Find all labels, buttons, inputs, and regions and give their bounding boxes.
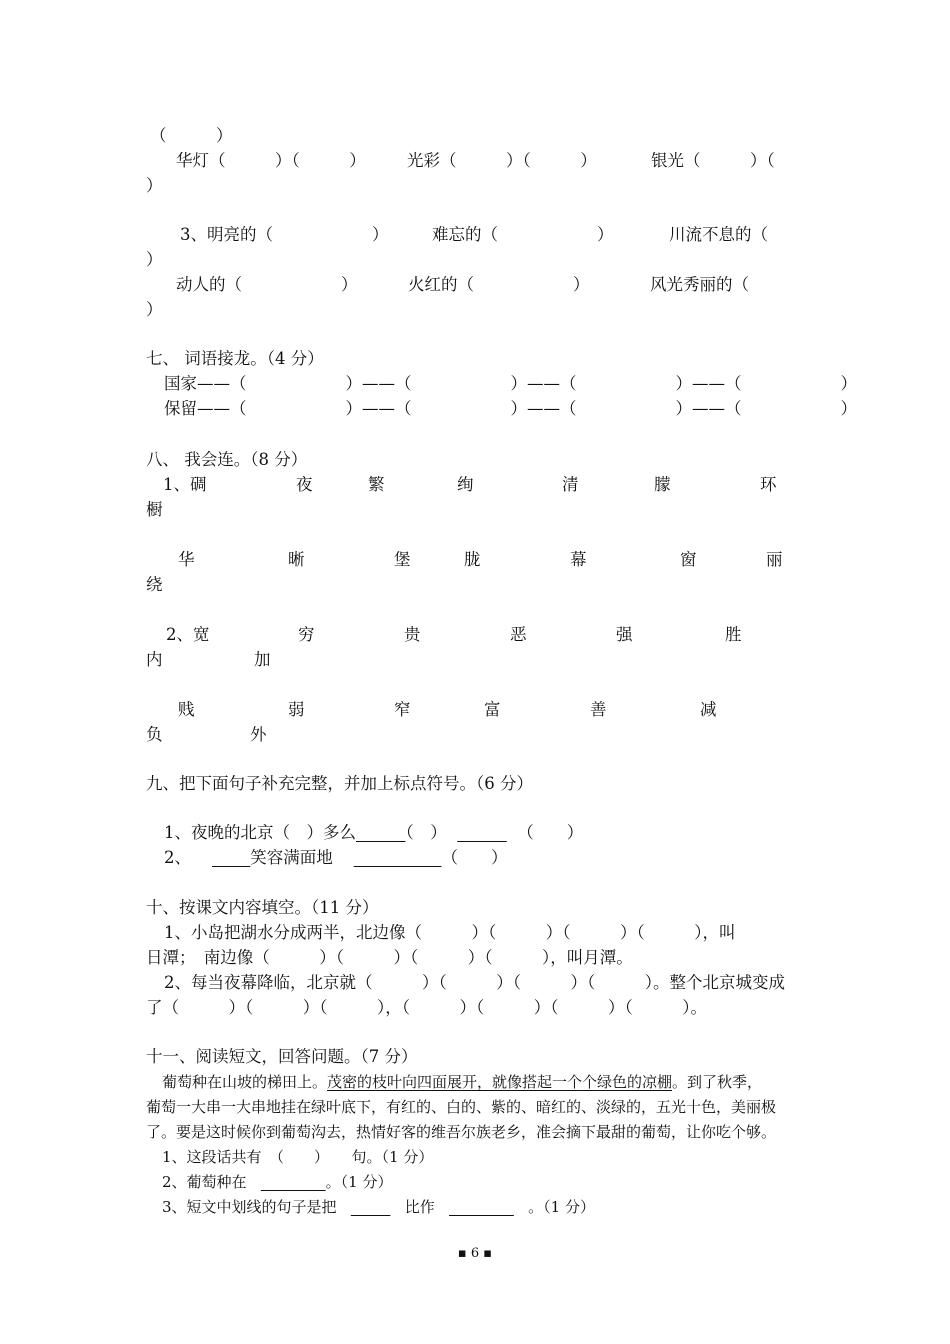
s8r1-item-5: 朦 xyxy=(654,475,671,494)
s8r4-item-1: 弱 xyxy=(288,700,305,719)
s8r2-item-6: 丽 xyxy=(766,550,783,569)
s11-q3-end: 。（1 分） xyxy=(528,1198,595,1216)
s8r1-item-1: 夜 xyxy=(296,475,313,494)
section-9-heading: 九、把下面句子补充完整，并加上标点符号。（6 分） xyxy=(146,774,533,793)
s8r4-item-3: 富 xyxy=(484,700,501,719)
s8r2-item-1: 晰 xyxy=(288,550,305,569)
s11-q1: 1、这段话共有 （ ） 句。（1 分） xyxy=(162,1148,434,1166)
s8r3-item-3: 恶 xyxy=(510,625,527,644)
s6l5-item-0: 动人的（ ） xyxy=(176,275,358,294)
s10-line3: 2、每当夜幕降临，北京就（ ）（ ）（ ）（ ）。整个北京城变成 xyxy=(164,973,785,992)
s7-row1: 国家——（ ）——（ ）——（ ）——（ ） xyxy=(164,374,857,393)
s8r1-item-0: 1、碉 xyxy=(163,475,207,494)
page-number: ▪ 6 ▪ xyxy=(457,1246,493,1261)
s11-q3-blank2 xyxy=(449,1198,514,1216)
s8r4b-item-1: 外 xyxy=(250,725,267,744)
s7-row2: 保留——（ ）——（ ）——（ ）——（ ） xyxy=(164,399,857,418)
s6l3-item-0: 3、明亮的（ ） xyxy=(180,225,389,244)
s11-q3 xyxy=(162,1196,595,1218)
s8r2-item-2: 堡 xyxy=(394,550,411,569)
s9-q1-blank1 xyxy=(356,823,406,842)
s8r4-item-0: 贱 xyxy=(178,700,195,719)
s11-underlined-sentence: 茂密的枝叶向四面展开，就像搭起一个个绿色的凉棚 xyxy=(327,1073,673,1091)
s6-line2: ） xyxy=(146,176,163,195)
s8r1-item-4: 清 xyxy=(562,475,579,494)
s8r4-item-5: 减 xyxy=(700,700,717,719)
s8r3b-item-1: 加 xyxy=(254,650,271,669)
s8r3b-item-0: 内 xyxy=(146,650,163,669)
s8r2-item-5: 窗 xyxy=(680,550,697,569)
s9-q2-blank2 xyxy=(354,848,442,867)
section-11-heading: 十一、阅读短文，回答问题。（7 分） xyxy=(146,1047,418,1066)
section-7-heading: 七、 词语接龙。（4 分） xyxy=(146,349,324,368)
s11-q3-blank1 xyxy=(351,1198,391,1216)
s8r1-item-6: 环 xyxy=(760,475,777,494)
s8r2-item-4: 幕 xyxy=(570,550,587,569)
s6l5-item-2: 风光秀丽的（ xyxy=(650,275,749,294)
s9-q1-blank2 xyxy=(457,823,507,842)
s8r4-item-4: 善 xyxy=(590,700,607,719)
s8r4b-item-0: 负 xyxy=(146,725,163,744)
s11-passage-line1 xyxy=(162,1071,762,1093)
s6l1-item-0: 华灯（ ）（ ） xyxy=(176,151,366,170)
s11-passage-line2: 葡萄一大串一大串地挂在绿叶底下，有红的、白的、紫的、暗红的、淡绿的，五光十色，美丽极 xyxy=(146,1098,777,1116)
s11-q3-mid: 比作 xyxy=(404,1198,435,1216)
section-8-heading: 八、 我会连。（8 分） xyxy=(146,450,308,469)
s8r1-item-2: 繁 xyxy=(368,475,385,494)
s11-q3-text: 3、短文中划线的句子是把 xyxy=(162,1198,337,1216)
s11-p1-end: 。到了秋季， xyxy=(672,1073,763,1091)
s8r1-item-3: 绚 xyxy=(457,475,474,494)
s9-q1-paren2: （ ） xyxy=(517,823,584,842)
s9-q1-text: 1、夜晚的北京（ ）多么 xyxy=(164,823,356,842)
s9-q2-paren: （ ） xyxy=(441,848,508,867)
s6-line6: ） xyxy=(146,300,163,319)
s6-line0: （ ） xyxy=(150,126,233,145)
s8r2-item-0: 华 xyxy=(178,550,195,569)
s11-passage-line3: 了。要是这时候你到葡萄沟去，热情好客的维吾尔族老乡，准会摘下最甜的葡萄，让你吃个够。 xyxy=(146,1123,777,1141)
s6l3-item-2: 川流不息的（ xyxy=(669,225,768,244)
s9-q1-paren: （ ） xyxy=(405,823,447,842)
s9-q2-num: 2、 xyxy=(164,848,191,867)
s8r3-item-0: 2、宽 xyxy=(166,625,210,644)
s10-line4: 了（ ）（ ）（ ），（ ）（ ）（ ）（ ）。 xyxy=(146,998,707,1017)
s6l1-item-2: 银光（ ）（ xyxy=(651,151,775,170)
s6l3-item-1: 难忘的（ ） xyxy=(432,225,614,244)
s8r3-item-5: 胜 xyxy=(725,625,742,644)
s8r3-item-2: 贵 xyxy=(404,625,421,644)
s6l5-item-1: 火红的（ ） xyxy=(408,275,590,294)
s9-q2-text: 笑容满面地 xyxy=(250,848,333,867)
s11-q2 xyxy=(162,1171,392,1193)
s11-p1-start: 葡萄种在山坡的梯田上。 xyxy=(162,1073,328,1091)
s9-q1 xyxy=(164,822,583,844)
s10-line1: 1、小岛把湖水分成两半，北边像（ ）（ ）（ ）（ ），叫 xyxy=(164,923,736,942)
s9-q2-blank1 xyxy=(212,848,250,867)
s11-q2-end: 。（1 分） xyxy=(325,1173,393,1191)
section-10-heading: 十、按课文内容填空。（11 分） xyxy=(146,898,379,917)
s11-q2-text: 2、葡萄种在 xyxy=(162,1173,247,1191)
s8r4-item-2: 窄 xyxy=(394,700,411,719)
s11-q2-blank xyxy=(261,1173,326,1191)
s6l1-item-1: 光彩（ ）（ ） xyxy=(407,151,597,170)
s8r3-item-4: 强 xyxy=(616,625,633,644)
s10-line2: 日潭； 南边像（ ）（ ）（ ）（ ），叫月潭。 xyxy=(146,948,633,967)
s8-row2-wrap: 绕 xyxy=(146,575,163,594)
s8-row1-wrap: 橱 xyxy=(146,500,163,519)
s9-q2 xyxy=(164,847,507,869)
s8r2-item-3: 胧 xyxy=(464,550,481,569)
s6-line4: ） xyxy=(146,250,163,269)
s8r3-item-1: 穷 xyxy=(298,625,315,644)
